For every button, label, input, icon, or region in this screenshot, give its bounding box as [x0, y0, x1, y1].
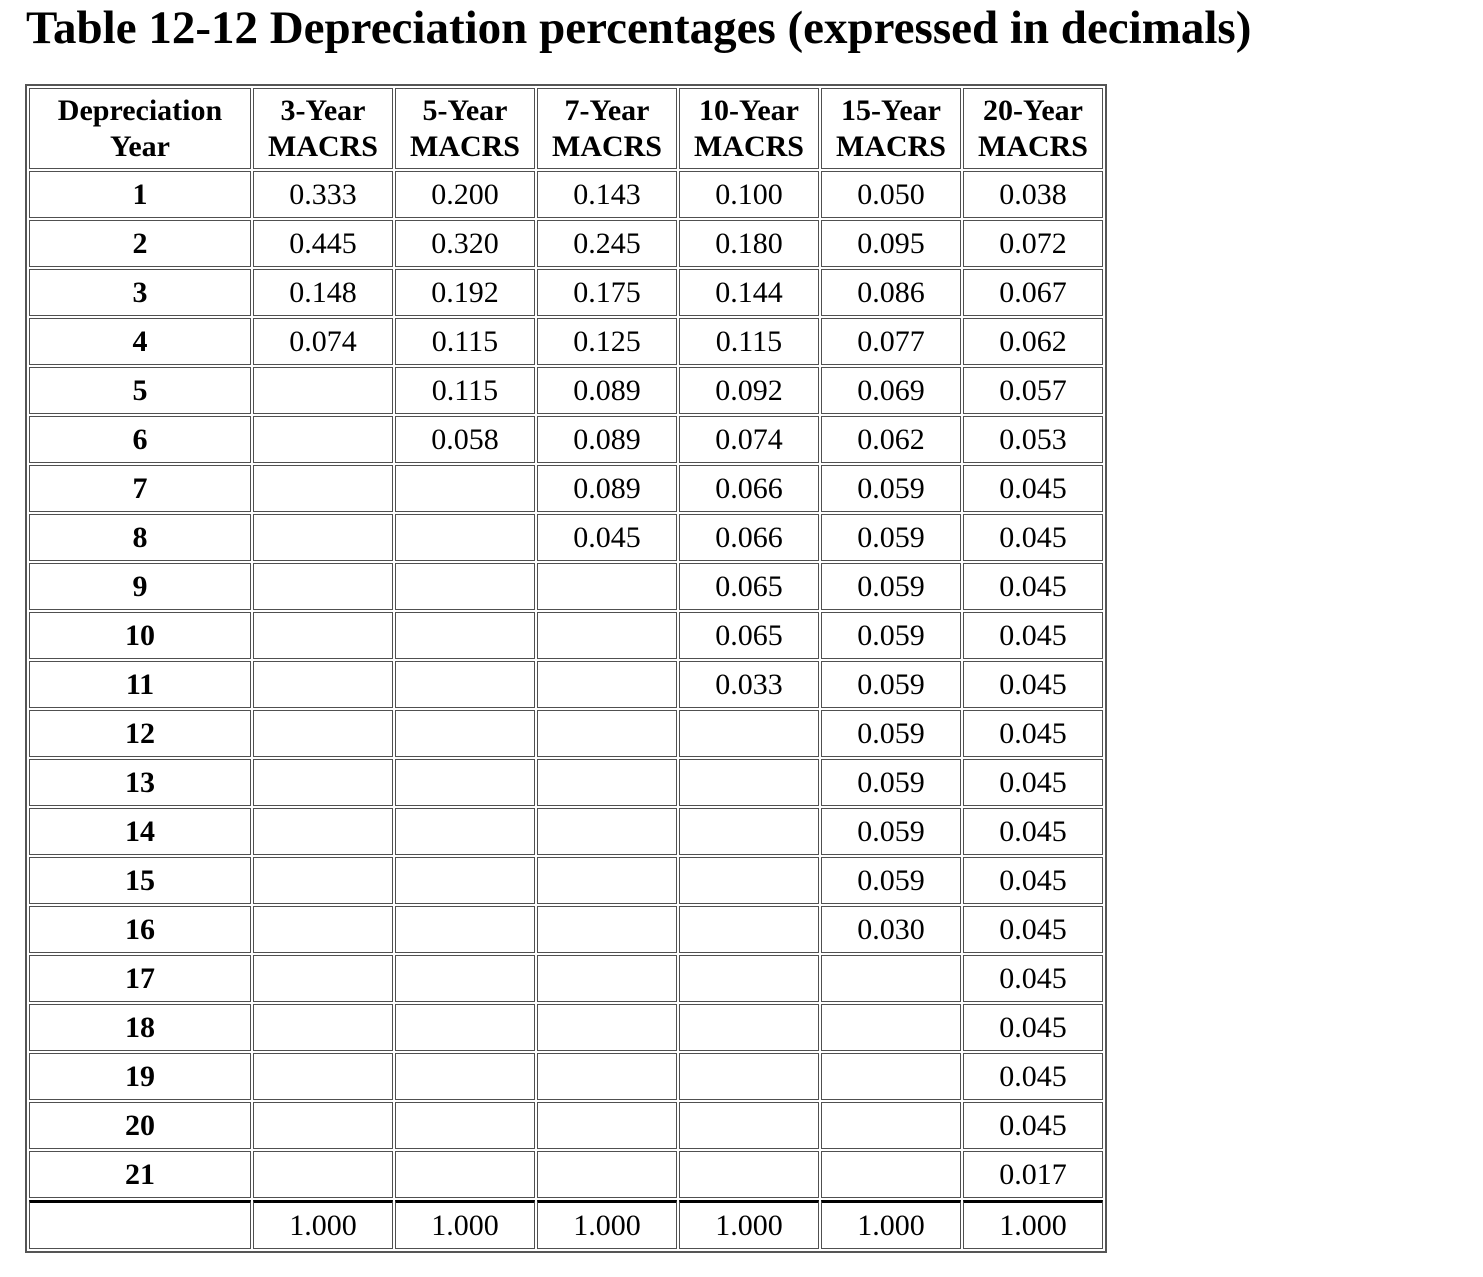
header-20-year-macrs: [963, 88, 1103, 169]
value-cell: 0.100: [679, 171, 819, 218]
year-cell: 15: [29, 857, 251, 904]
value-cell: 0.045: [963, 1004, 1103, 1051]
value-cell: [679, 1053, 819, 1100]
value-cell: [253, 563, 393, 610]
table-row: [29, 514, 1103, 561]
year-cell: 10: [29, 612, 251, 659]
value-cell: 0.245: [537, 220, 677, 267]
header-line: MACRS: [694, 129, 804, 163]
value-cell: 0.059: [821, 661, 961, 708]
header-line: MACRS: [978, 129, 1088, 163]
total-cell: 1.000: [821, 1200, 961, 1249]
value-cell: [537, 1053, 677, 1100]
value-cell: 0.033: [679, 661, 819, 708]
value-cell: [253, 1004, 393, 1051]
value-cell: 0.038: [963, 171, 1103, 218]
table-row: [29, 367, 1103, 414]
value-cell: [253, 1053, 393, 1100]
value-cell: 0.045: [963, 514, 1103, 561]
table-row: [29, 465, 1103, 512]
year-cell: 19: [29, 1053, 251, 1100]
header-line: MACRS: [552, 129, 662, 163]
value-cell: [395, 955, 535, 1002]
value-cell: 0.144: [679, 269, 819, 316]
value-cell: [537, 1102, 677, 1149]
header-line: Depreciation: [57, 93, 223, 127]
year-cell: 13: [29, 759, 251, 806]
header-line: 5-Year: [422, 93, 508, 127]
totals-row: [29, 1200, 1103, 1249]
total-cell: 1.000: [395, 1200, 535, 1249]
page-title: Table 12-12 Depreciation percentages (expressed in decimals): [26, 2, 1252, 54]
year-cell: 8: [29, 514, 251, 561]
year-cell: 12: [29, 710, 251, 757]
table-row: [29, 612, 1103, 659]
value-cell: [253, 808, 393, 855]
value-cell: [679, 955, 819, 1002]
value-cell: 0.333: [253, 171, 393, 218]
value-cell: [537, 759, 677, 806]
value-cell: [821, 1053, 961, 1100]
value-cell: [395, 710, 535, 757]
value-cell: 0.200: [395, 171, 535, 218]
value-cell: [395, 759, 535, 806]
value-cell: [821, 955, 961, 1002]
value-cell: [537, 857, 677, 904]
year-cell: 11: [29, 661, 251, 708]
header-line: MACRS: [836, 129, 946, 163]
value-cell: [253, 759, 393, 806]
depreciation-table: [25, 84, 1107, 1253]
value-cell: [679, 808, 819, 855]
total-cell: 1.000: [253, 1200, 393, 1249]
value-cell: [679, 759, 819, 806]
year-cell: 9: [29, 563, 251, 610]
table-row: [29, 563, 1103, 610]
value-cell: 0.074: [679, 416, 819, 463]
value-cell: 0.067: [963, 269, 1103, 316]
value-cell: 0.045: [963, 1053, 1103, 1100]
value-cell: 0.125: [537, 318, 677, 365]
value-cell: 0.115: [679, 318, 819, 365]
header-row: [29, 88, 1103, 169]
table-row: [29, 808, 1103, 855]
value-cell: [679, 1151, 819, 1198]
header-depreciation-year: [29, 88, 251, 169]
value-cell: 0.069: [821, 367, 961, 414]
table-row: [29, 661, 1103, 708]
value-cell: 0.115: [395, 367, 535, 414]
value-cell: [537, 563, 677, 610]
value-cell: [395, 808, 535, 855]
value-cell: 0.059: [821, 857, 961, 904]
value-cell: 0.045: [963, 710, 1103, 757]
value-cell: 0.148: [253, 269, 393, 316]
value-cell: [679, 906, 819, 953]
value-cell: 0.059: [821, 612, 961, 659]
total-cell: 1.000: [537, 1200, 677, 1249]
value-cell: [395, 514, 535, 561]
table-row: [29, 171, 1103, 218]
header-line: 10-Year: [699, 93, 799, 127]
value-cell: [253, 710, 393, 757]
value-cell: 0.074: [253, 318, 393, 365]
year-cell: 18: [29, 1004, 251, 1051]
table-row: [29, 1004, 1103, 1051]
value-cell: 0.058: [395, 416, 535, 463]
value-cell: [253, 416, 393, 463]
value-cell: [395, 1053, 535, 1100]
value-cell: [395, 1151, 535, 1198]
value-cell: 0.045: [963, 1102, 1103, 1149]
value-cell: [395, 1102, 535, 1149]
table-row: [29, 220, 1103, 267]
header-10-year-macrs: [679, 88, 819, 169]
year-cell: 21: [29, 1151, 251, 1198]
totals-label-cell: [29, 1200, 251, 1249]
table-row: [29, 269, 1103, 316]
value-cell: 0.192: [395, 269, 535, 316]
value-cell: [679, 1004, 819, 1051]
header-line: 20-Year: [983, 93, 1083, 127]
header-line: 7-Year: [564, 93, 650, 127]
value-cell: 0.059: [821, 465, 961, 512]
value-cell: [253, 955, 393, 1002]
value-cell: [537, 612, 677, 659]
value-cell: [821, 1151, 961, 1198]
value-cell: [537, 808, 677, 855]
value-cell: 0.059: [821, 710, 961, 757]
value-cell: [395, 906, 535, 953]
value-cell: [253, 857, 393, 904]
value-cell: [679, 857, 819, 904]
table-row: [29, 955, 1103, 1002]
table-row: [29, 318, 1103, 365]
value-cell: [537, 1151, 677, 1198]
value-cell: 0.089: [537, 367, 677, 414]
value-cell: [253, 514, 393, 561]
year-cell: 6: [29, 416, 251, 463]
table-body: [29, 171, 1103, 1249]
value-cell: [253, 612, 393, 659]
header-5-year-macrs: [395, 88, 535, 169]
table-header: [29, 88, 1103, 169]
year-cell: 3: [29, 269, 251, 316]
year-cell: 1: [29, 171, 251, 218]
header-line: MACRS: [410, 129, 520, 163]
value-cell: 0.086: [821, 269, 961, 316]
header-3-year-macrs: [253, 88, 393, 169]
value-cell: 0.045: [963, 906, 1103, 953]
value-cell: 0.065: [679, 563, 819, 610]
value-cell: 0.059: [821, 759, 961, 806]
value-cell: [253, 906, 393, 953]
value-cell: 0.057: [963, 367, 1103, 414]
value-cell: 0.059: [821, 808, 961, 855]
table-row: [29, 1151, 1103, 1198]
header-15-year-macrs: [821, 88, 961, 169]
value-cell: [253, 1102, 393, 1149]
value-cell: 0.045: [963, 955, 1103, 1002]
value-cell: [395, 1004, 535, 1051]
table-row: [29, 906, 1103, 953]
value-cell: 0.062: [963, 318, 1103, 365]
value-cell: 0.045: [963, 661, 1103, 708]
value-cell: 0.045: [963, 612, 1103, 659]
value-cell: 0.045: [537, 514, 677, 561]
value-cell: 0.059: [821, 514, 961, 561]
table-row: [29, 1053, 1103, 1100]
value-cell: [537, 1004, 677, 1051]
value-cell: 0.115: [395, 318, 535, 365]
year-cell: 5: [29, 367, 251, 414]
value-cell: 0.059: [821, 563, 961, 610]
value-cell: [821, 1004, 961, 1051]
table-row: [29, 857, 1103, 904]
value-cell: 0.445: [253, 220, 393, 267]
total-cell: 1.000: [963, 1200, 1103, 1249]
value-cell: [395, 563, 535, 610]
value-cell: [395, 661, 535, 708]
table-row: [29, 416, 1103, 463]
total-cell: 1.000: [679, 1200, 819, 1249]
year-cell: 20: [29, 1102, 251, 1149]
value-cell: [253, 1151, 393, 1198]
value-cell: 0.045: [963, 465, 1103, 512]
value-cell: [537, 661, 677, 708]
value-cell: 0.045: [963, 808, 1103, 855]
year-cell: 14: [29, 808, 251, 855]
value-cell: [253, 661, 393, 708]
header-line: 3-Year: [280, 93, 366, 127]
year-cell: 16: [29, 906, 251, 953]
year-cell: 4: [29, 318, 251, 365]
value-cell: 0.045: [963, 563, 1103, 610]
table-row: [29, 1102, 1103, 1149]
header-line: Year: [110, 129, 170, 163]
value-cell: 0.095: [821, 220, 961, 267]
value-cell: [537, 710, 677, 757]
table-row: [29, 710, 1103, 757]
value-cell: [537, 906, 677, 953]
value-cell: [679, 1102, 819, 1149]
table-row: [29, 759, 1103, 806]
value-cell: [537, 955, 677, 1002]
value-cell: 0.045: [963, 857, 1103, 904]
value-cell: 0.017: [963, 1151, 1103, 1198]
value-cell: 0.045: [963, 759, 1103, 806]
value-cell: 0.062: [821, 416, 961, 463]
year-cell: 7: [29, 465, 251, 512]
value-cell: 0.077: [821, 318, 961, 365]
value-cell: [679, 710, 819, 757]
value-cell: 0.089: [537, 416, 677, 463]
value-cell: 0.030: [821, 906, 961, 953]
header-line: 15-Year: [841, 93, 941, 127]
value-cell: 0.066: [679, 465, 819, 512]
value-cell: [253, 367, 393, 414]
value-cell: [821, 1102, 961, 1149]
value-cell: 0.089: [537, 465, 677, 512]
year-cell: 17: [29, 955, 251, 1002]
value-cell: 0.180: [679, 220, 819, 267]
value-cell: [395, 465, 535, 512]
value-cell: 0.065: [679, 612, 819, 659]
value-cell: 0.066: [679, 514, 819, 561]
value-cell: 0.320: [395, 220, 535, 267]
value-cell: 0.175: [537, 269, 677, 316]
value-cell: [253, 465, 393, 512]
value-cell: 0.072: [963, 220, 1103, 267]
value-cell: 0.092: [679, 367, 819, 414]
value-cell: 0.050: [821, 171, 961, 218]
header-line: MACRS: [268, 129, 378, 163]
header-7-year-macrs: [537, 88, 677, 169]
value-cell: 0.053: [963, 416, 1103, 463]
value-cell: [395, 857, 535, 904]
value-cell: 0.143: [537, 171, 677, 218]
year-cell: 2: [29, 220, 251, 267]
value-cell: [395, 612, 535, 659]
